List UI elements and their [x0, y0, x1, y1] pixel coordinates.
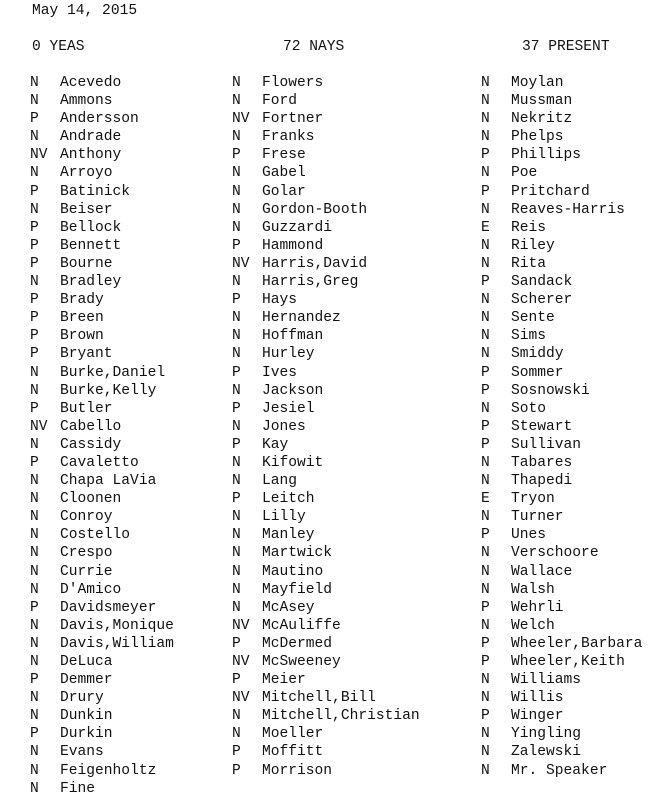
member-name: Scherer: [511, 292, 573, 309]
vote-code: P: [30, 292, 39, 309]
member-name: D'Amico: [60, 581, 122, 598]
vote-code: NV: [232, 654, 250, 670]
member-name: Manley: [262, 527, 315, 544]
vote-code: NV: [30, 418, 48, 435]
member-name: Bryant: [60, 346, 113, 363]
member-name: Harris,Greg: [262, 274, 359, 291]
member-name: McAsey: [262, 599, 315, 616]
member-name: Willis: [511, 690, 564, 707]
member-name: Zalewski: [511, 744, 582, 761]
member-name: Riley: [511, 237, 555, 254]
vote-code: N: [232, 726, 241, 743]
vote-code: N: [30, 364, 39, 381]
vote-code: N: [30, 75, 39, 91]
vote-code: P: [232, 436, 241, 453]
member-name: Franks: [262, 129, 315, 146]
member-name: Golar: [262, 183, 306, 200]
member-name: Beiser: [60, 201, 113, 218]
member-name: Phelps: [511, 129, 564, 146]
member-name: Demmer: [60, 672, 113, 689]
vote-code: P: [232, 400, 241, 417]
member-name: Mayfield: [262, 581, 333, 598]
vote-code: P: [481, 635, 490, 652]
vote-date: May 14, 2015: [32, 3, 138, 19]
vote-code: P: [481, 708, 490, 725]
vote-code: N: [30, 744, 39, 761]
yeas-total: 0 YEAS: [32, 39, 85, 55]
member-name: Burke,Kelly: [60, 382, 157, 399]
vote-code: P: [232, 744, 241, 761]
member-name: Hernandez: [262, 310, 341, 327]
member-name: Currie: [60, 563, 113, 580]
member-name: DeLuca: [60, 654, 113, 670]
member-name: Sosnowski: [511, 382, 590, 399]
member-name: Bourne: [60, 255, 113, 272]
member-name: Wehrli: [511, 599, 564, 616]
member-name: Ammons: [60, 93, 113, 110]
member-name: Mitchell,Christian: [262, 708, 420, 725]
member-name: Pritchard: [511, 183, 590, 200]
member-name: Stewart: [511, 418, 573, 435]
member-name: Turner: [511, 509, 564, 526]
vote-code: P: [30, 346, 39, 363]
vote-code: N: [481, 75, 490, 91]
member-name: Conroy: [60, 509, 113, 526]
member-name: Walsh: [511, 581, 555, 598]
vote-code: P: [481, 654, 490, 670]
member-name: Thapedi: [511, 473, 573, 490]
member-name: Guzzardi: [262, 219, 333, 236]
vote-code: N: [481, 563, 490, 580]
member-name: Flowers: [262, 75, 324, 91]
member-name: Drury: [60, 690, 104, 707]
vote-code: N: [30, 201, 39, 218]
member-name: Davidsmeyer: [60, 599, 157, 616]
vote-code: N: [232, 563, 241, 580]
member-name: Bradley: [60, 274, 122, 291]
vote-code: P: [481, 147, 490, 164]
vote-code: N: [30, 581, 39, 598]
vote-code: N: [232, 545, 241, 562]
member-name: Jones: [262, 418, 306, 435]
member-name: Brady: [60, 292, 104, 309]
vote-code: N: [481, 111, 490, 128]
vote-code: N: [30, 690, 39, 707]
vote-code: N: [481, 346, 490, 363]
vote-code: N: [481, 581, 490, 598]
vote-code: NV: [232, 255, 250, 272]
vote-code: P: [30, 726, 39, 743]
member-name: Durkin: [60, 726, 113, 743]
vote-code: N: [481, 310, 490, 327]
member-name: Crespo: [60, 545, 113, 562]
vote-code: P: [481, 527, 490, 544]
member-name: Butler: [60, 400, 113, 417]
member-name: Kay: [262, 436, 289, 453]
vote-code: N: [30, 762, 39, 779]
member-name: Batinick: [60, 183, 131, 200]
present-total: 37 PRESENT: [522, 39, 610, 55]
vote-code: NV: [232, 617, 250, 634]
member-name: Moeller: [262, 726, 324, 743]
member-name: Anthony: [60, 147, 122, 164]
member-name: Meier: [262, 672, 306, 689]
member-name: Jackson: [262, 382, 324, 399]
vote-code: P: [30, 237, 39, 254]
vote-code: N: [232, 93, 241, 110]
vote-code: N: [232, 219, 241, 236]
vote-code: E: [481, 491, 490, 508]
vote-code: P: [30, 111, 39, 128]
vote-code: N: [232, 509, 241, 526]
member-name: Leitch: [262, 491, 315, 508]
vote-code: N: [481, 473, 490, 490]
member-name: Harris,David: [262, 255, 368, 272]
vote-code: P: [30, 219, 39, 236]
member-name: Wallace: [511, 563, 573, 580]
member-name: Yingling: [511, 726, 582, 743]
member-name: Moffitt: [262, 744, 324, 761]
vote-code: N: [30, 382, 39, 399]
vote-code: N: [481, 509, 490, 526]
vote-code: P: [30, 310, 39, 327]
vote-code: P: [232, 364, 241, 381]
member-name: Dunkin: [60, 708, 113, 725]
member-name: Cassidy: [60, 436, 122, 453]
member-name: Phillips: [511, 147, 582, 164]
member-name: Welch: [511, 617, 555, 634]
member-name: Poe: [511, 165, 538, 182]
vote-code: P: [232, 147, 241, 164]
vote-code: P: [30, 255, 39, 272]
vote-code: N: [232, 310, 241, 327]
member-name: Cavaletto: [60, 454, 139, 471]
member-name: Jesiel: [262, 400, 315, 417]
vote-code: P: [481, 382, 490, 399]
member-name: Hurley: [262, 346, 315, 363]
vote-code: N: [30, 708, 39, 725]
vote-code: N: [232, 581, 241, 598]
vote-code: N: [30, 509, 39, 526]
vote-code: N: [232, 346, 241, 363]
member-name: Arroyo: [60, 165, 113, 182]
vote-code: N: [481, 255, 490, 272]
member-name: Sullivan: [511, 436, 582, 453]
member-name: McDermed: [262, 635, 333, 652]
vote-code: N: [481, 237, 490, 254]
member-name: McAuliffe: [262, 617, 341, 634]
member-name: Morrison: [262, 762, 333, 779]
vote-code: N: [481, 617, 490, 634]
member-name: Mussman: [511, 93, 573, 110]
vote-code: N: [30, 491, 39, 508]
vote-code: N: [481, 93, 490, 110]
member-name: Cabello: [60, 418, 122, 435]
vote-code: P: [30, 328, 39, 345]
vote-code: N: [232, 382, 241, 399]
vote-code: N: [30, 617, 39, 634]
vote-code: N: [232, 473, 241, 490]
vote-code: N: [30, 654, 39, 670]
member-name: Acevedo: [60, 75, 122, 91]
vote-code: P: [30, 400, 39, 417]
vote-code: P: [481, 183, 490, 200]
member-name: Wheeler,Barbara: [511, 635, 643, 652]
member-name: Sommer: [511, 364, 564, 381]
member-name: Davis,William: [60, 635, 174, 652]
member-name: Martwick: [262, 545, 333, 562]
member-name: Sims: [511, 328, 547, 345]
vote-code: N: [481, 454, 490, 471]
vote-code: P: [481, 364, 490, 381]
vote-code: N: [30, 527, 39, 544]
vote-code: P: [232, 635, 241, 652]
member-name: Ford: [262, 93, 298, 110]
vote-code: P: [232, 672, 241, 689]
member-name: Frese: [262, 147, 306, 164]
vote-code: N: [30, 436, 39, 453]
member-name: Lang: [262, 473, 298, 490]
vote-code: P: [481, 436, 490, 453]
vote-code: P: [232, 762, 241, 779]
vote-code: N: [30, 129, 39, 146]
vote-code: N: [481, 672, 490, 689]
vote-code: NV: [232, 111, 250, 128]
vote-code: N: [30, 780, 39, 797]
vote-code: N: [232, 599, 241, 616]
member-name: Hoffman: [262, 328, 324, 345]
member-name: Brown: [60, 328, 104, 345]
vote-code: N: [481, 726, 490, 743]
member-name: McSweeney: [262, 654, 341, 670]
vote-code: P: [481, 599, 490, 616]
member-name: Winger: [511, 708, 564, 725]
vote-code: N: [481, 744, 490, 761]
vote-code: N: [481, 328, 490, 345]
member-name: Chapa LaVia: [60, 473, 157, 490]
member-name: Nekritz: [511, 111, 573, 128]
member-name: Mautino: [262, 563, 324, 580]
vote-code: N: [232, 274, 241, 291]
member-name: Unes: [511, 527, 547, 544]
member-name: Reaves-Harris: [511, 201, 625, 218]
member-name: Soto: [511, 400, 547, 417]
vote-code: N: [30, 93, 39, 110]
vote-code: NV: [232, 690, 250, 707]
vote-code: N: [232, 454, 241, 471]
nays-total: 72 NAYS: [283, 39, 345, 55]
member-name: Rita: [511, 255, 547, 272]
vote-code: P: [30, 672, 39, 689]
vote-code: P: [232, 237, 241, 254]
vote-code: NV: [30, 147, 48, 164]
member-name: Moylan: [511, 75, 564, 91]
member-name: Tabares: [511, 454, 573, 471]
member-name: Bennett: [60, 237, 122, 254]
vote-code: N: [232, 183, 241, 200]
vote-code: N: [232, 129, 241, 146]
member-name: Gabel: [262, 165, 306, 182]
vote-code: P: [481, 418, 490, 435]
vote-code: N: [232, 75, 241, 91]
member-name: Breen: [60, 310, 104, 327]
vote-code: N: [30, 545, 39, 562]
member-name: Tryon: [511, 491, 555, 508]
vote-code: N: [30, 635, 39, 652]
vote-code: N: [481, 762, 490, 779]
member-name: Kifowit: [262, 454, 324, 471]
vote-code: N: [232, 418, 241, 435]
vote-code: N: [30, 563, 39, 580]
member-name: Andersson: [60, 111, 139, 128]
member-name: Mr. Speaker: [511, 762, 608, 779]
member-name: Evans: [60, 744, 104, 761]
vote-code: N: [481, 165, 490, 182]
member-name: Costello: [60, 527, 131, 544]
member-name: Smiddy: [511, 346, 564, 363]
vote-code: P: [481, 274, 490, 291]
vote-code: N: [232, 201, 241, 218]
vote-code: N: [30, 473, 39, 490]
vote-code: N: [30, 274, 39, 291]
member-name: Feigenholtz: [60, 762, 157, 779]
vote-code: N: [481, 690, 490, 707]
member-name: Ives: [262, 364, 298, 381]
vote-code: P: [30, 599, 39, 616]
member-name: Bellock: [60, 219, 122, 236]
vote-code: N: [481, 201, 490, 218]
member-name: Gordon-Booth: [262, 201, 368, 218]
member-name: Burke,Daniel: [60, 364, 166, 381]
vote-code: P: [30, 183, 39, 200]
member-name: Hays: [262, 292, 298, 309]
vote-code: N: [232, 328, 241, 345]
vote-code: E: [481, 219, 490, 236]
member-name: Williams: [511, 672, 582, 689]
vote-code: N: [232, 165, 241, 182]
vote-code: P: [232, 292, 241, 309]
member-name: Andrade: [60, 129, 122, 146]
vote-code: P: [30, 454, 39, 471]
member-name: Mitchell,Bill: [262, 690, 376, 707]
member-name: Davis,Monique: [60, 617, 174, 634]
vote-code: P: [232, 491, 241, 508]
member-name: Cloonen: [60, 491, 122, 508]
vote-code: N: [481, 292, 490, 309]
member-name: Fine: [60, 780, 96, 797]
member-name: Sente: [511, 310, 555, 327]
member-name: Lilly: [262, 509, 306, 526]
vote-code: N: [481, 400, 490, 417]
vote-code: N: [232, 527, 241, 544]
vote-code: N: [481, 129, 490, 146]
member-name: Fortner: [262, 111, 324, 128]
member-name: Wheeler,Keith: [511, 654, 625, 670]
member-name: Sandack: [511, 274, 573, 291]
member-name: Reis: [511, 219, 547, 236]
member-name: Verschoore: [511, 545, 599, 562]
vote-code: N: [232, 708, 241, 725]
vote-code: N: [481, 545, 490, 562]
vote-code: N: [30, 165, 39, 182]
member-name: Hammond: [262, 237, 324, 254]
